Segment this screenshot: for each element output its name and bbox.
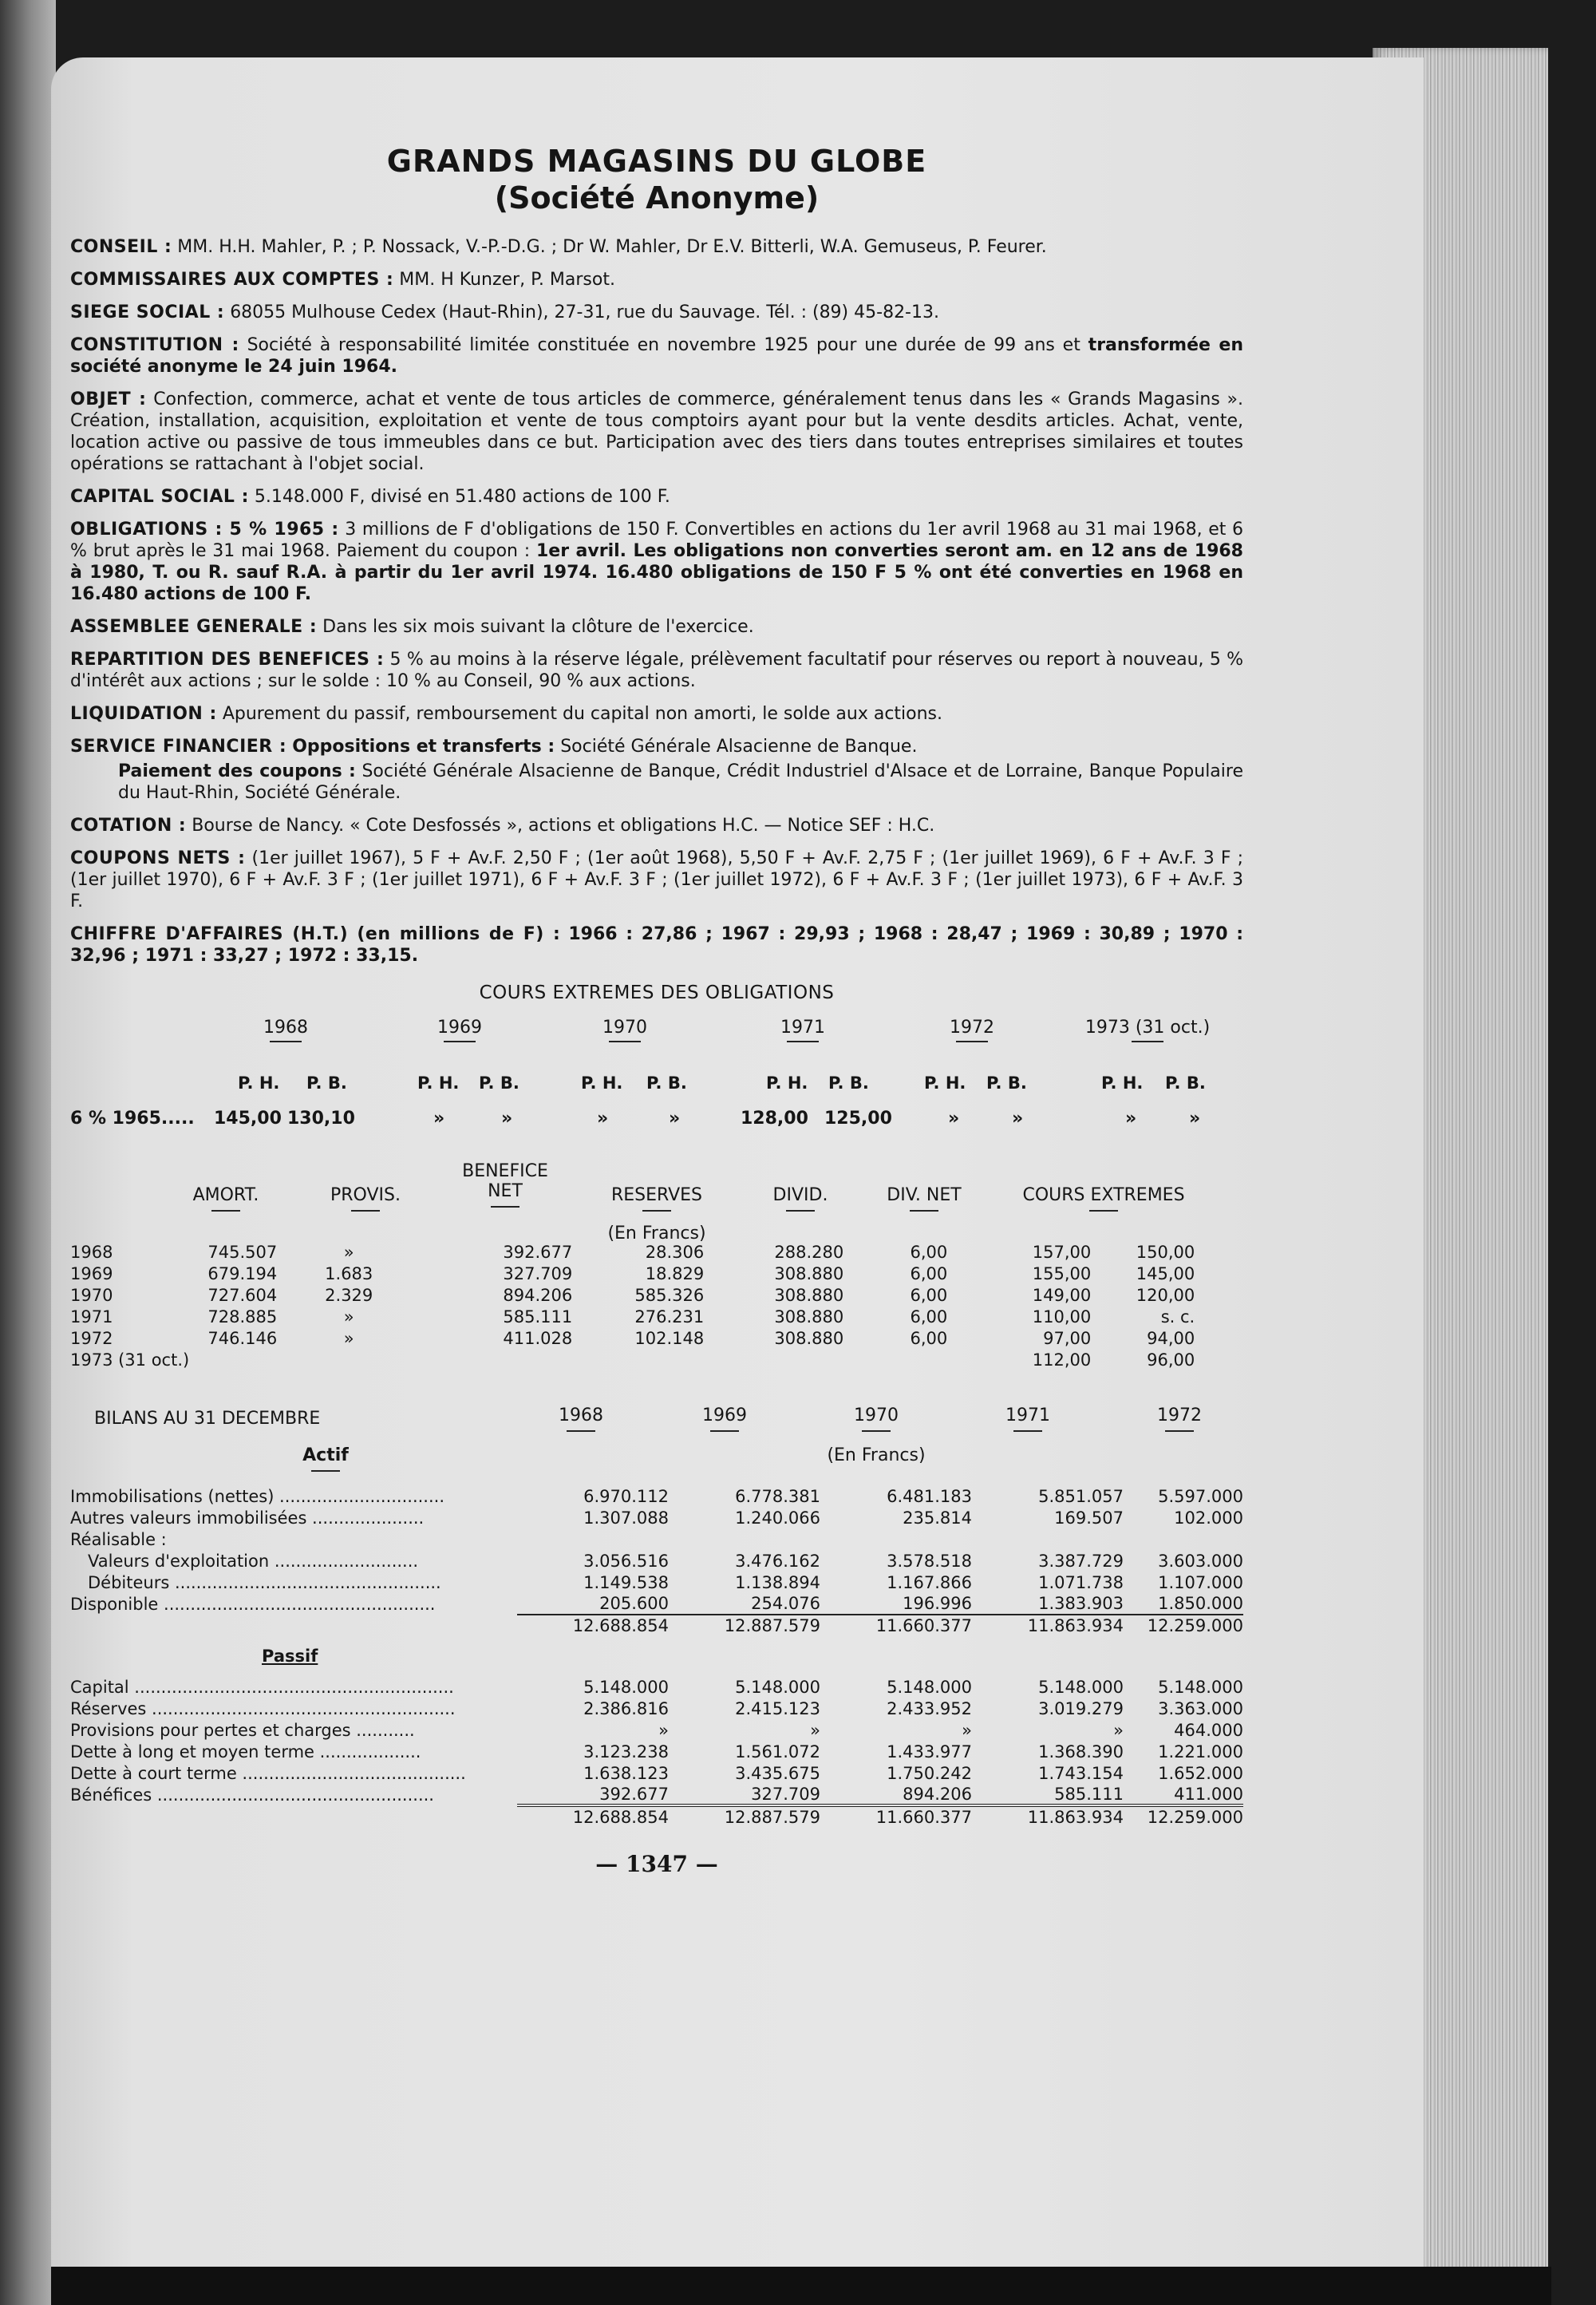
resultats-cell-haut: 157,00 — [1032, 1242, 1092, 1262]
bilan-row — [70, 1698, 1243, 1719]
siege-text: 68055 Mulhouse Cedex (Haut-Rhin), 27-31, rue du Sauvage. Tél. : (89) 45-82-13. — [230, 302, 939, 322]
bilan-value: 3.578.518 — [887, 1551, 972, 1571]
bilan-value: 196.996 — [903, 1594, 972, 1613]
bilan-value: 1.750.242 — [887, 1763, 972, 1783]
assemblee-label: ASSEMBLEE GENERALE : — [70, 617, 318, 637]
bilans-year: 1972 — [1124, 1406, 1235, 1432]
bilan-value: 11.660.377 — [820, 1615, 972, 1636]
bilan-row — [70, 1805, 1243, 1827]
resultats-cell-provis: 1.683 — [325, 1263, 373, 1283]
bilan-value: 254.076 — [751, 1594, 820, 1613]
cours-value: 145,00 — [214, 1109, 282, 1129]
liquidation-section — [70, 703, 1243, 725]
bilan-value: 3.019.279 — [1038, 1698, 1124, 1718]
bilan-value: » — [658, 1720, 669, 1740]
benefice-header: BENEFICE NET — [453, 1161, 557, 1208]
cotation-section — [70, 815, 1243, 836]
cours-value: » — [669, 1109, 681, 1129]
bilan-value: 5.148.000 — [583, 1677, 669, 1697]
resultats-cell-haut: 149,00 — [1032, 1285, 1092, 1305]
bilan-value: 894.206 — [903, 1784, 972, 1804]
resultats-cell-benefice — [421, 1349, 572, 1370]
resultats-cell-div-net: 6,00 — [910, 1285, 948, 1305]
service-sub2: Paiement des coupons : — [118, 761, 356, 781]
obligations-section — [70, 519, 1243, 605]
cours-value: 128,00 — [741, 1109, 808, 1129]
bilan-value: 1.850.000 — [1158, 1594, 1243, 1613]
coupons-section — [70, 848, 1243, 912]
bilan-value: 1.107.000 — [1158, 1572, 1243, 1592]
ph-label: P. H. — [238, 1073, 280, 1093]
cours-value: » — [1012, 1109, 1024, 1129]
resultats-row — [70, 1306, 1195, 1327]
resultats-cell-provis: » — [343, 1307, 354, 1326]
bilan-row — [70, 1615, 1243, 1636]
bilans-year: 1969 — [669, 1406, 780, 1432]
bilan-label: Réserves ......................................................... — [70, 1698, 456, 1718]
bilan-value: 3.435.675 — [735, 1763, 820, 1783]
bilan-value: 1.383.903 — [1038, 1594, 1124, 1613]
bilan-value: 169.507 — [1054, 1508, 1124, 1528]
obligations-label: OBLIGATIONS : 5 % 1965 : — [70, 520, 339, 540]
ph-label: P. H. — [417, 1073, 460, 1093]
bilans-unit: (En Francs) — [827, 1445, 926, 1465]
resultats-cell-provis: » — [343, 1328, 354, 1348]
resultats-cell-year: 1971 — [70, 1307, 113, 1326]
liquidation-text: Apurement du passif, remboursement du capital non amorti, le solde aux actions. — [222, 704, 943, 724]
bilan-value — [972, 1528, 1124, 1550]
ph-label: P. H. — [924, 1073, 966, 1093]
resultats-row — [70, 1284, 1195, 1306]
resultats-cell-reserves: 276.231 — [634, 1307, 705, 1326]
cours-year: 1969 — [372, 1018, 547, 1042]
resultats-cell-amort: 679.194 — [207, 1263, 278, 1283]
bilan-label: Capital ............................................................ — [70, 1677, 454, 1697]
resultats-cell-bas: 150,00 — [1136, 1242, 1195, 1262]
bilan-value: 12.887.579 — [669, 1615, 820, 1636]
resultats-cell-provis: 2.329 — [325, 1285, 373, 1305]
bilan-value: 2.386.816 — [583, 1698, 669, 1718]
resultats-cell-bas: 96,00 — [1147, 1350, 1195, 1370]
cours-ph-pb-row — [70, 1073, 1243, 1109]
resultats-cell-divid: 308.880 — [774, 1328, 844, 1348]
resultats-header — [70, 1161, 1243, 1241]
bilan-value: 205.600 — [599, 1594, 669, 1613]
bilan-value: 3.476.162 — [735, 1551, 820, 1571]
page-number: — 1347 — — [595, 1851, 718, 1877]
service-coupons — [70, 761, 1243, 804]
company-title: GRANDS MAGASINS DU GLOBE — [386, 144, 927, 179]
objet-text: Confection, commerce, achat et vente de tous articles de commerce, généralement tenus dans les « Grands Magasins ». Création, installation, acquisition, exploitation et vente de tous comptoirs ayant pour but la vente desdits articles. Achat, vente, location active ou passive de tous immeubles dans ce but. Participation avec des tiers dans toutes entreprises similaires et toutes opérations se rattachant à l'objet social. — [70, 389, 1243, 474]
pb-label: P. B. — [306, 1073, 347, 1093]
siege-section — [70, 302, 1243, 323]
constitution-bold: transformée en société anonyme le 24 juin 1964. — [70, 335, 1244, 377]
bilan-value: 6.778.381 — [735, 1486, 820, 1506]
bilan-row — [70, 1485, 1243, 1507]
bilan-value: 1.638.123 — [583, 1763, 669, 1783]
bilan-value: 11.660.377 — [820, 1805, 972, 1827]
cours-value: » — [948, 1109, 960, 1129]
resultats-cell-benefice: 894.206 — [503, 1285, 573, 1305]
bilan-row — [70, 1784, 1243, 1805]
resultats-cell-year: 1973 (31 oct.) — [70, 1350, 190, 1370]
bilan-row — [70, 1676, 1243, 1698]
pb-label: P. B. — [646, 1073, 687, 1093]
resultats-cell-year: 1968 — [70, 1242, 113, 1262]
assemblee-section — [70, 616, 1243, 638]
bilan-row — [70, 1719, 1243, 1741]
bilan-label — [70, 1615, 517, 1636]
provis-header: PROVIS. — [318, 1185, 413, 1212]
resultats-cell-bas: 120,00 — [1136, 1285, 1195, 1305]
resultats-cell-year: 1970 — [70, 1285, 113, 1305]
resultats-cell-benefice: 392.677 — [503, 1242, 573, 1262]
bilans-year: 1968 — [525, 1406, 637, 1432]
bilan-value: » — [1113, 1720, 1124, 1740]
bilan-value: 6.481.183 — [887, 1486, 972, 1506]
bilans-year: 1970 — [820, 1406, 932, 1432]
liquidation-label: LIQUIDATION : — [70, 704, 217, 724]
coupons-text: (1er juillet 1967), 5 F + Av.F. 2,50 F ; (1er août 1968), 5,50 F + Av.F. 2,75 F ; (1er juillet 1969), 6 F + Av.F. 3 F ; (1er juillet 1970), 6 F + Av.F. 3 F ; (1er juillet 1971), 6 F + Av.F. 3 F ; (1er juillet 1972), 6 F + Av.F. 3 F ; (1er juillet 1973), 6 F + Av.F. 3 F. — [70, 848, 1243, 911]
bilan-value: 5.148.000 — [735, 1677, 820, 1697]
cours-year: 1972 — [884, 1018, 1060, 1042]
obligation-row-label: 6 % 1965..... — [70, 1109, 195, 1129]
cours-value: » — [433, 1109, 445, 1129]
bilan-row — [70, 1593, 1243, 1615]
bilan-label: Provisions pour pertes et charges ........... — [70, 1720, 415, 1740]
resultats-cell-reserves — [572, 1349, 704, 1370]
bilan-value: 3.056.516 — [583, 1551, 669, 1571]
bilan-row — [70, 1550, 1243, 1572]
bilan-label: Autres valeurs immobilisées ..................... — [70, 1508, 425, 1528]
left-page-edge — [0, 0, 56, 2305]
commissaires-section — [70, 269, 1243, 291]
resultats-cell-amort: 746.146 — [207, 1328, 278, 1348]
actif-label: Actif — [262, 1445, 389, 1472]
bilan-label: Dette à court terme .......................................... — [70, 1763, 466, 1783]
commissaires-label: COMMISSAIRES AUX COMPTES : — [70, 270, 394, 290]
pb-label: P. B. — [986, 1073, 1027, 1093]
coupons-label: COUPONS NETS : — [70, 848, 246, 868]
resultats-cell-reserves: 18.829 — [645, 1263, 705, 1283]
resultats-cell-haut: 112,00 — [1032, 1350, 1092, 1370]
cours-year: 1971 — [715, 1018, 891, 1042]
resultats-row — [70, 1349, 1195, 1370]
resultats-cell-benefice: 411.028 — [503, 1328, 573, 1348]
reserves-header: RESERVES — [597, 1185, 717, 1212]
bilan-value: 5.148.000 — [1158, 1677, 1243, 1697]
resultats-cell-haut: 110,00 — [1032, 1307, 1092, 1326]
bilan-value: 5.148.000 — [1038, 1677, 1124, 1697]
resultats-cell-provis: » — [343, 1242, 354, 1262]
page-content — [70, 144, 1243, 1877]
pb-label: P. B. — [828, 1073, 869, 1093]
conseil-section — [70, 236, 1243, 258]
bilan-value: 3.363.000 — [1158, 1698, 1243, 1718]
objet-section — [70, 389, 1243, 475]
chiffre-section — [70, 923, 1243, 967]
bilan-value: 1.368.390 — [1038, 1742, 1124, 1761]
resultats-cell-divid: 288.280 — [774, 1242, 844, 1262]
cours-value: » — [1125, 1109, 1137, 1129]
divnet-header: DIV. NET — [868, 1185, 980, 1212]
bilan-value: 1.561.072 — [735, 1742, 820, 1761]
resultats-cell-bas: s. c. — [1160, 1307, 1195, 1326]
resultats-row — [70, 1327, 1195, 1349]
constitution-text: Société à responsabilité limitée constituée en novembre 1925 pour une durée de 99 ans et — [247, 335, 1080, 355]
resultats-cell-divid: 308.880 — [774, 1285, 844, 1305]
obligations-text: 3 millions de F d'obligations de 150 F. Convertibles en actions du 1er avril 1968 au 31 mai 1968, et 6 % brut après le 31 mai 1968. Paiement du coupon : — [70, 520, 1243, 561]
commissaires-text: MM. H Kunzer, P. Marsot. — [399, 270, 615, 290]
bilan-value: 1.652.000 — [1158, 1763, 1243, 1783]
service-text1: Société Générale Alsacienne de Banque. — [560, 737, 918, 757]
bilan-row — [70, 1762, 1243, 1784]
resultats-cell-div-net: 6,00 — [910, 1263, 948, 1283]
cours-years-row — [70, 1018, 1243, 1073]
constitution-label: CONSTITUTION : — [70, 335, 239, 355]
bilan-label: Immobilisations (nettes) ............................... — [70, 1486, 444, 1506]
bilan-value: 5.851.057 — [1038, 1486, 1124, 1506]
bilan-value: 1.221.000 — [1158, 1742, 1243, 1761]
bilan-value: 12.259.000 — [1124, 1805, 1243, 1827]
service-label: SERVICE FINANCIER : — [70, 737, 287, 757]
repartition-section — [70, 649, 1243, 692]
siege-label: SIEGE SOCIAL : — [70, 302, 225, 322]
resultats-cell-haut: 97,00 — [1043, 1328, 1092, 1348]
bilan-value — [517, 1528, 669, 1550]
bilan-value: 1.071.738 — [1038, 1572, 1124, 1592]
cours-values-row — [70, 1109, 1243, 1141]
resultats-cell-year: 1972 — [70, 1328, 113, 1348]
bilan-value: 411.000 — [1174, 1784, 1243, 1804]
bilan-value: 464.000 — [1174, 1720, 1243, 1740]
bilan-value: » — [962, 1720, 972, 1740]
resultats-cell-provis — [277, 1349, 421, 1370]
divid-header: DIVID. — [757, 1185, 844, 1212]
bilan-row — [70, 1572, 1243, 1593]
cours-obligations-title: COURS EXTREMES DES OBLIGATIONS — [479, 982, 835, 1003]
bottom-shadow — [51, 2267, 1551, 2305]
cours-year: 1973 (31 oct.) — [1060, 1018, 1235, 1042]
resultats-row — [70, 1241, 1195, 1263]
resultats-cell-div-net — [843, 1349, 947, 1370]
bilan-value: 235.814 — [903, 1508, 972, 1528]
bilan-value: 12.259.000 — [1124, 1615, 1243, 1636]
bilan-value: 3.387.729 — [1038, 1551, 1124, 1571]
bilan-value: 5.148.000 — [887, 1677, 972, 1697]
resultats-cell-amort: 745.507 — [207, 1242, 278, 1262]
passif-label: Passif — [262, 1647, 318, 1666]
resultats-cell-reserves: 102.148 — [634, 1328, 705, 1348]
obligations-bold: 1er avril. Les obligations non converties seront am. en 12 ans de 1968 à 1980, T. ou R. sauf R.A. à partir du 1er avril 1974. 16.480 obligations de 150 F 5 % ont été converties en 1968 en 16.480 actions de 100 F. — [70, 541, 1243, 604]
bilan-value: 2.415.123 — [735, 1698, 820, 1718]
bilan-value — [669, 1528, 820, 1550]
resultats-cell-divid — [704, 1349, 843, 1370]
resultats-table — [70, 1241, 1195, 1370]
cotation-label: COTATION : — [70, 816, 187, 836]
bilan-value: 5.597.000 — [1158, 1486, 1243, 1506]
bilan-value: 12.887.579 — [669, 1805, 820, 1827]
bilan-value: 102.000 — [1174, 1508, 1243, 1528]
resultats-cell-div-net: 6,00 — [910, 1242, 948, 1262]
chiffre-label: CHIFFRE D'AFFAIRES (H.T.) (en millions de F) : — [70, 924, 561, 944]
resultats-cell-divid: 308.880 — [774, 1263, 844, 1283]
bilans-header — [70, 1398, 1243, 1485]
bilan-value: 12.688.854 — [517, 1805, 669, 1827]
bilan-value: 1.307.088 — [583, 1508, 669, 1528]
capital-text: 5.148.000 F, divisé en 51.480 actions de 100 F. — [254, 487, 670, 507]
conseil-label: CONSEIL : — [70, 237, 172, 257]
company-subtitle: (Société Anonyme) — [494, 180, 820, 215]
cours-extremes-header: COURS EXTREMES — [1004, 1185, 1203, 1212]
resultats-cell-amort: 727.604 — [207, 1285, 278, 1305]
cours-value: » — [1189, 1109, 1201, 1129]
bilan-label — [70, 1805, 517, 1827]
ph-label: P. H. — [581, 1073, 623, 1093]
repartition-text: 5 % au moins à la réserve légale, prélèvement facultatif pour réserves ou report à nouveau, 5 % d'intérêt aux actions ; sur le solde : 10 % au Conseil, 90 % aux actions. — [70, 650, 1243, 691]
bilan-value — [820, 1528, 972, 1550]
assemblee-text: Dans les six mois suivant la clôture de l'exercice. — [322, 617, 754, 637]
bilan-value: 327.709 — [751, 1784, 820, 1804]
resultats-cell-div-net: 6,00 — [910, 1307, 948, 1326]
amort-header: AMORT. — [182, 1185, 270, 1212]
resultats-cell-year: 1969 — [70, 1263, 113, 1283]
capital-section — [70, 486, 1243, 508]
bilan-value: 1.240.066 — [735, 1508, 820, 1528]
resultats-cell-benefice: 327.709 — [503, 1263, 573, 1283]
bilan-value: 1.167.866 — [887, 1572, 972, 1592]
bilan-label: Bénéfices .................................................... — [70, 1785, 434, 1805]
service-section — [70, 736, 1243, 757]
service-sub1: Oppositions et transferts : — [292, 737, 555, 757]
resultats-cell-div-net: 6,00 — [910, 1328, 948, 1348]
resultats-cell-bas: 94,00 — [1147, 1328, 1195, 1348]
chiffre-text: 1966 : 27,86 ; 1967 : 29,93 ; 1968 : 28,47 ; 1969 : 30,89 ; 1970 : 32,96 ; 1971 : 33,27 ; 1972 : 33,15. — [70, 924, 1244, 966]
bilan-value: 3.603.000 — [1158, 1551, 1243, 1571]
resultats-row — [70, 1263, 1195, 1284]
capital-label: CAPITAL SOCIAL : — [70, 487, 249, 507]
bilan-value: 1.743.154 — [1038, 1763, 1124, 1783]
bilan-value: 12.688.854 — [517, 1615, 669, 1636]
repartition-label: REPARTITION DES BENEFICES : — [70, 650, 385, 670]
resultats-cell-divid: 308.880 — [774, 1307, 844, 1326]
bilan-value: 392.677 — [599, 1784, 669, 1804]
bilan-value: 3.123.238 — [583, 1742, 669, 1761]
objet-label: OBJET : — [70, 389, 147, 409]
bilan-value: 1.433.977 — [887, 1742, 972, 1761]
bilan-label: Réalisable : — [70, 1529, 167, 1549]
cours-value: 130,10 — [287, 1109, 355, 1129]
ph-label: P. H. — [766, 1073, 808, 1093]
bilans-table — [70, 1485, 1243, 1827]
bilan-value — [1124, 1528, 1243, 1550]
resultats-cell-benefice: 585.111 — [503, 1307, 573, 1326]
passif-label-row — [70, 1636, 1243, 1676]
bilan-value: » — [810, 1720, 820, 1740]
ph-label: P. H. — [1101, 1073, 1144, 1093]
cours-value: » — [501, 1109, 513, 1129]
cours-year: 1968 — [198, 1018, 373, 1042]
bilan-value: 6.970.112 — [583, 1486, 669, 1506]
bilan-label: Valeurs d'exploitation ........................... — [88, 1551, 419, 1571]
resultats-cell-reserves: 585.326 — [634, 1285, 705, 1305]
bilan-value: 2.433.952 — [887, 1698, 972, 1718]
bilan-value: 585.111 — [1054, 1784, 1124, 1804]
resultats-cell-amort — [189, 1349, 277, 1370]
bilan-label: Dette à long et moyen terme ................... — [70, 1742, 421, 1761]
service-text2: Société Générale Alsacienne de Banque, Crédit Industriel d'Alsace et de Lorraine, Banque Populaire du Haut-Rhin, Société Générale. — [118, 761, 1243, 803]
bilan-label: Débiteurs .................................................. — [88, 1572, 441, 1592]
bilan-label: Disponible ................................................... — [70, 1594, 436, 1614]
bilan-row — [70, 1528, 1243, 1550]
bilans-year: 1971 — [972, 1406, 1084, 1432]
bilan-value: 11.863.934 — [972, 1805, 1124, 1827]
resultats-cell-bas: 145,00 — [1136, 1263, 1195, 1283]
cours-value: 125,00 — [824, 1109, 892, 1129]
en-francs-label: (En Francs) — [607, 1224, 706, 1243]
bilan-row — [70, 1741, 1243, 1762]
constitution-section — [70, 334, 1243, 378]
resultats-cell-amort: 728.885 — [207, 1307, 278, 1326]
cotation-text: Bourse de Nancy. « Cote Desfossés », actions et obligations H.C. — Notice SEF : H.C. — [192, 816, 935, 836]
cours-year: 1970 — [537, 1018, 713, 1042]
bilan-value: 11.863.934 — [972, 1615, 1124, 1636]
conseil-text: MM. H.H. Mahler, P. ; P. Nossack, V.-P.-D.G. ; Dr W. Mahler, Dr E.V. Bitterli, W.A. Gemuseus, P. Feurer. — [177, 237, 1047, 257]
bilans-title: BILANS AU 31 DECEMBRE — [94, 1409, 321, 1429]
pb-label: P. B. — [479, 1073, 519, 1093]
bilan-value: 1.138.894 — [735, 1572, 820, 1592]
resultats-cell-reserves: 28.306 — [645, 1242, 705, 1262]
pb-label: P. B. — [1165, 1073, 1206, 1093]
cours-value: » — [597, 1109, 609, 1129]
bilan-value: 1.149.538 — [583, 1572, 669, 1592]
bilan-row — [70, 1507, 1243, 1528]
resultats-cell-haut: 155,00 — [1032, 1263, 1092, 1283]
